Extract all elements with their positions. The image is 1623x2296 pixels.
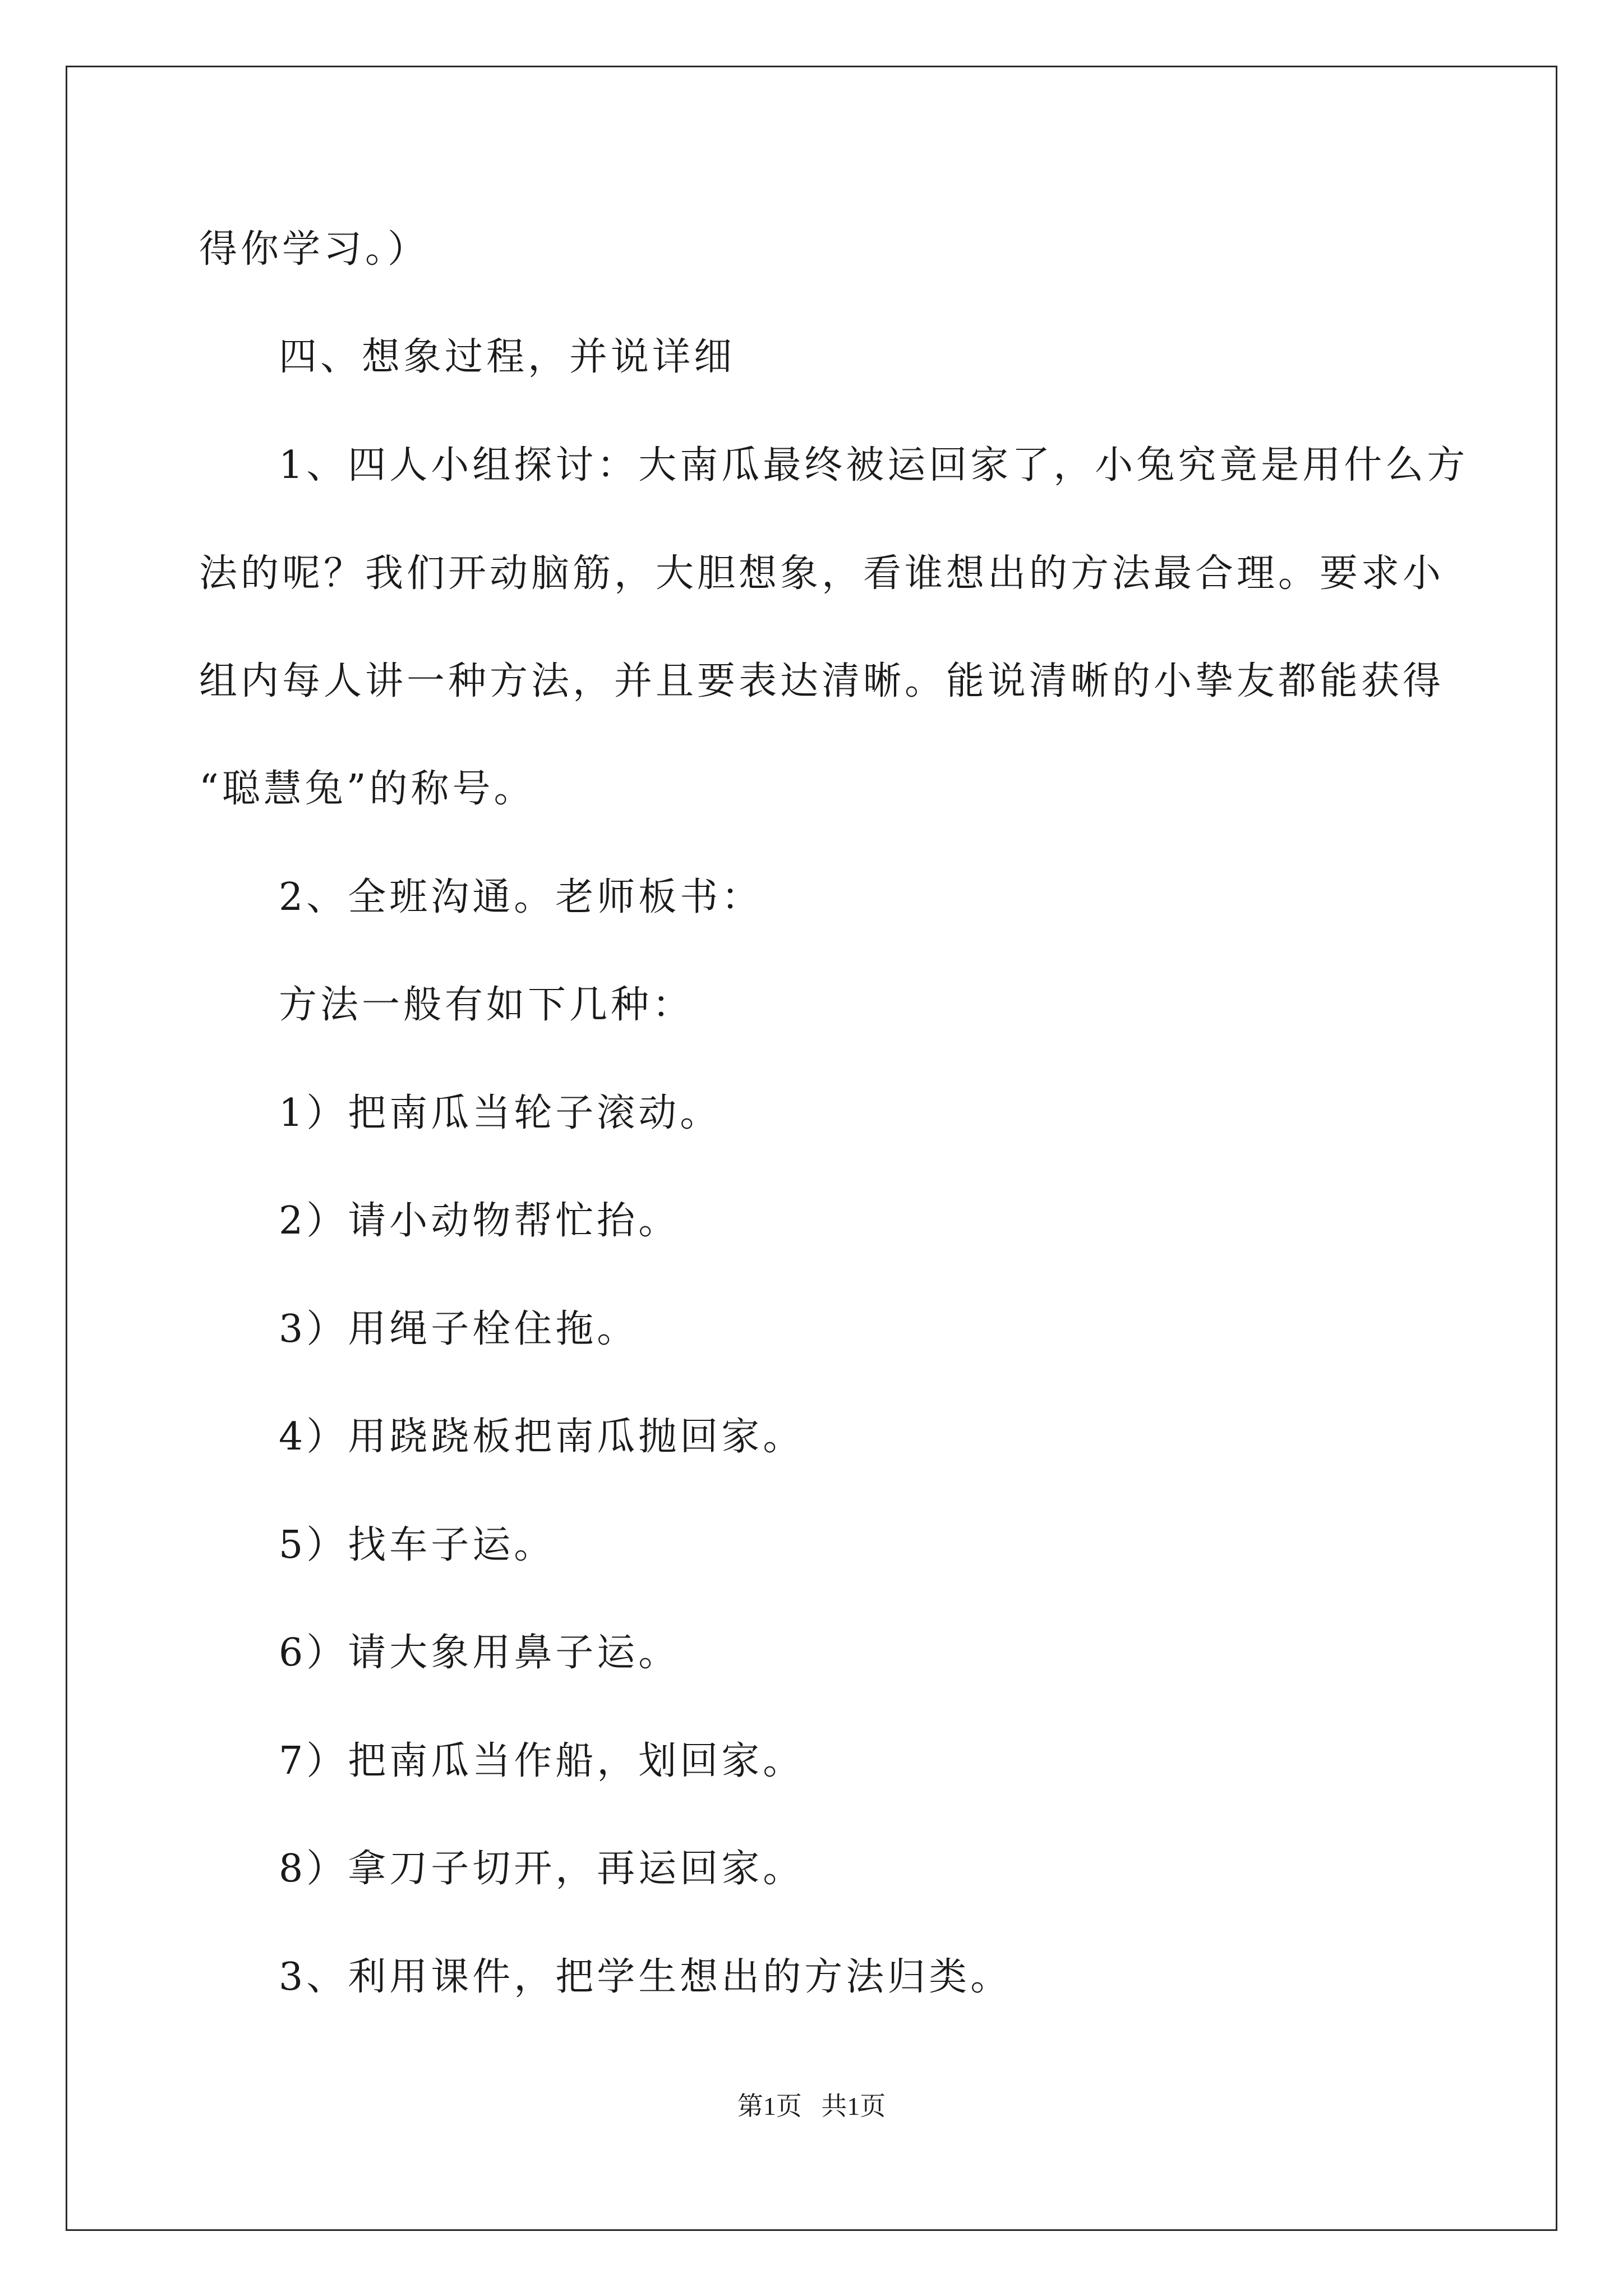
paragraph-line: 法的呢？我们开动脑筋，大胆想象，看谁想出的方法最合理。要求小 [199, 551, 1445, 596]
list-item: 4）用跷跷板把南瓜抛回家。 [279, 1415, 805, 1459]
paragraph-line: 3、利用课件，把学生想出的方法归类。 [279, 1955, 1012, 1999]
paragraph-line: 1、四人小组探讨：大南瓜最终被运回家了，小兔究竟是用什么方 [279, 443, 1469, 487]
list-item: 5）找车子运。 [279, 1523, 556, 1567]
paragraph-line: “聪慧兔”的称号。 [199, 767, 536, 811]
list-item: 6）请大象用鼻子运。 [279, 1631, 680, 1675]
paragraph-line: 2、全班沟通。老师板书： [279, 875, 763, 919]
paragraph-line: 方法一般有如下几种： [279, 983, 694, 1027]
list-item: 7）把南瓜当作船，划回家。 [279, 1739, 805, 1783]
text-line-continuation: 得你学习。） [199, 227, 430, 272]
page-border [66, 66, 1557, 2231]
list-item: 2）请小动物帮忙抬。 [279, 1199, 680, 1243]
list-item: 1）把南瓜当轮子滚动。 [279, 1091, 722, 1135]
list-item: 3）用绳子栓住拖。 [279, 1307, 639, 1351]
list-item: 8）拿刀子切开，再运回家。 [279, 1847, 805, 1891]
page-footer: 第1页 共1页 [737, 2092, 886, 2120]
section-heading: 四、想象过程，并说详细 [279, 335, 736, 379]
paragraph-line: 组内每人讲一种方法，并且要表达清晰。能说清晰的小挚友都能获得 [199, 659, 1445, 703]
